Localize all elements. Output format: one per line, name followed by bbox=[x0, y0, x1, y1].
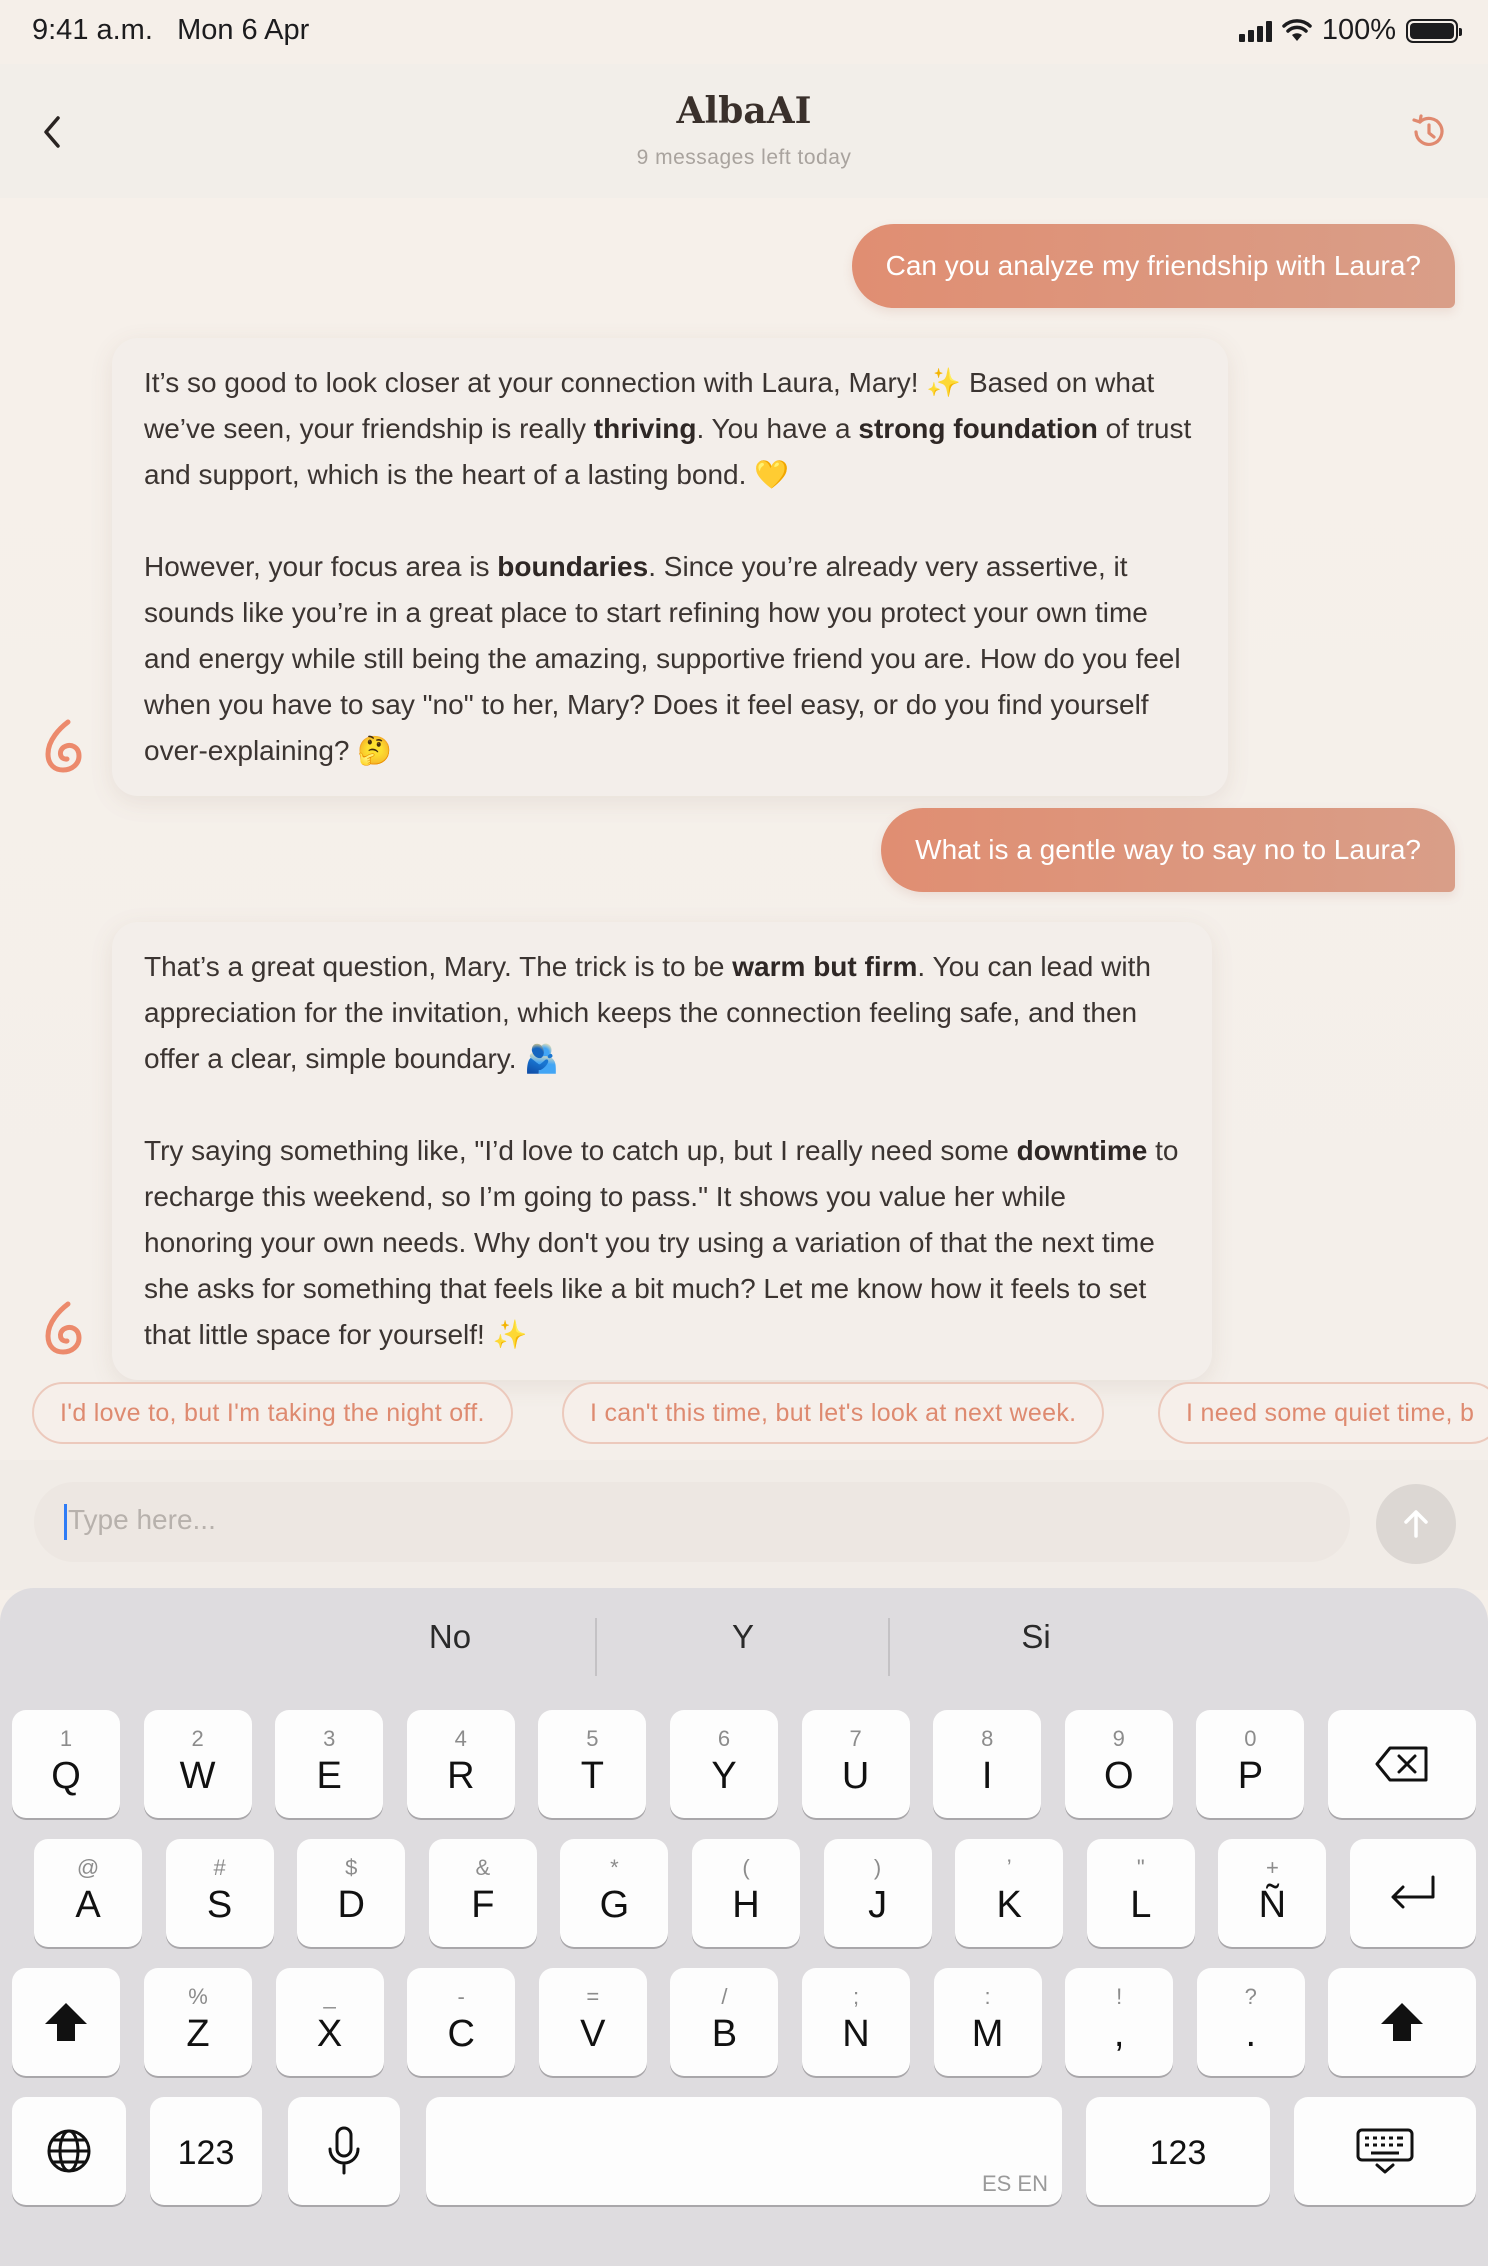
key-r3-2[interactable] bbox=[407, 1968, 515, 2076]
key-r2-2[interactable] bbox=[297, 1839, 405, 1947]
key-label: F bbox=[471, 1884, 495, 1926]
prediction[interactable]: Si bbox=[1021, 1618, 1051, 1655]
sparkles-emoji: ✨ bbox=[492, 1318, 528, 1351]
key-r2-1[interactable] bbox=[166, 1839, 274, 1947]
bold-text: warm but firm bbox=[732, 951, 918, 982]
text-run: to recharge this weekend, so I’m going to pass." It shows you value her while honoring your own needs. Why don't you try using a variation of that the next time she asks for something that feels like a bit much? Let me know how it feels to set that little space for yourself! bbox=[144, 1135, 1179, 1350]
keyboard-dismiss-icon bbox=[1355, 2127, 1415, 2175]
key-secondary-label: 1 bbox=[59, 1726, 73, 1751]
key-label: B bbox=[711, 2013, 738, 2055]
key-r3-3[interactable] bbox=[539, 1968, 647, 2076]
text-caret bbox=[64, 1504, 67, 1540]
messages-remaining: 9 messages left today bbox=[636, 146, 852, 169]
input-placeholder: Type here... bbox=[68, 1504, 216, 1535]
key-r3-7[interactable] bbox=[1065, 1968, 1173, 2076]
key-label: U bbox=[841, 1755, 870, 1797]
key-r1-2[interactable] bbox=[275, 1710, 383, 1818]
keyboard-dismiss-key[interactable] bbox=[1294, 2097, 1476, 2205]
assistant-message[interactable] bbox=[112, 338, 1228, 796]
chat-header bbox=[0, 64, 1488, 198]
key-label: Q bbox=[51, 1755, 81, 1797]
key-label: V bbox=[580, 2013, 606, 2055]
arrow-up-icon bbox=[1399, 1507, 1433, 1541]
key-label: I bbox=[981, 1755, 993, 1797]
key-secondary-label: ! bbox=[1116, 1984, 1123, 2009]
key-label: Z bbox=[186, 2013, 210, 2055]
status-time bbox=[32, 14, 309, 47]
bold-text: thriving bbox=[593, 413, 697, 444]
key-secondary-label: 0 bbox=[1244, 1726, 1257, 1751]
return-key[interactable] bbox=[1350, 1839, 1476, 1947]
key-label: R bbox=[447, 1755, 475, 1797]
key-label: M bbox=[971, 2013, 1004, 2055]
clock-date: Mon 6 Apr bbox=[177, 14, 310, 46]
assistant-paragraph bbox=[144, 544, 1198, 774]
assistant-paragraph bbox=[144, 360, 1198, 498]
user-message[interactable] bbox=[881, 808, 1455, 892]
key-label: . bbox=[1245, 2013, 1257, 2055]
key-label: C bbox=[447, 2013, 475, 2055]
assistant-paragraph bbox=[144, 1128, 1182, 1358]
key-secondary-label: @ bbox=[76, 1855, 100, 1880]
numbers-key-label: 123 bbox=[1149, 2134, 1207, 2172]
globe-icon bbox=[45, 2127, 93, 2175]
numbers-key[interactable] bbox=[1086, 2097, 1270, 2205]
text-run: It’s so good to look closer at your connection with Laura, Mary! bbox=[144, 367, 927, 398]
key-secondary-label: 6 bbox=[717, 1726, 731, 1751]
key-secondary-label: 2 bbox=[191, 1726, 204, 1751]
suggestion-chip[interactable]: I can't this time, but let's look at next week. bbox=[562, 1382, 1104, 1444]
key-r2-4[interactable] bbox=[560, 1839, 668, 1947]
key-label: G bbox=[599, 1884, 630, 1926]
prediction[interactable]: Y bbox=[731, 1618, 754, 1655]
hug-emoji: 🫂 bbox=[524, 1042, 560, 1075]
key-label: S bbox=[206, 1884, 233, 1926]
key-r2-8[interactable] bbox=[1087, 1839, 1195, 1947]
key-r1-9[interactable] bbox=[1196, 1710, 1304, 1818]
key-secondary-label: - bbox=[457, 1984, 465, 2009]
text-run: Try saying something like, "I’d love to catch up, but I really need some bbox=[144, 1135, 1017, 1166]
key-secondary-label: & bbox=[475, 1855, 491, 1880]
key-secondary-label: ; bbox=[852, 1984, 860, 2009]
thinking-face-emoji: 🤔 bbox=[357, 734, 393, 767]
shift-icon bbox=[42, 2000, 90, 2044]
key-r3-8[interactable] bbox=[1197, 1968, 1305, 2076]
key-secondary-label: : bbox=[984, 1984, 991, 2009]
prediction[interactable]: No bbox=[428, 1618, 472, 1655]
key-label: A bbox=[75, 1884, 101, 1926]
user-message-text: What is a gentle way to say no to Laura? bbox=[915, 834, 1421, 865]
key-label: X bbox=[316, 2013, 343, 2055]
key-label: J bbox=[868, 1884, 888, 1926]
bold-text: strong foundation bbox=[858, 413, 1098, 444]
key-r3-1[interactable] bbox=[276, 1968, 384, 2076]
key-r1-5[interactable] bbox=[670, 1710, 778, 1818]
return-icon bbox=[1387, 1873, 1439, 1913]
chat-thread[interactable] bbox=[0, 198, 1488, 1460]
key-r2-7[interactable] bbox=[955, 1839, 1063, 1947]
prediction-divider bbox=[888, 1618, 890, 1676]
key-secondary-label: 5 bbox=[586, 1726, 599, 1751]
delete-key[interactable] bbox=[1328, 1710, 1476, 1818]
key-label: P bbox=[1237, 1755, 1264, 1797]
key-secondary-label: ( bbox=[742, 1855, 750, 1880]
suggestion-chips bbox=[0, 1382, 1488, 1446]
message-input[interactable] bbox=[34, 1482, 1350, 1562]
bold-text: downtime bbox=[1016, 1135, 1148, 1166]
status-indicators bbox=[1239, 14, 1458, 47]
delete-icon bbox=[1374, 1744, 1430, 1784]
key-r3-5[interactable] bbox=[802, 1968, 910, 2076]
key-secondary-label: 7 bbox=[849, 1726, 862, 1751]
page-title: AlbaAI bbox=[676, 90, 812, 132]
status-bar bbox=[0, 0, 1488, 64]
key-secondary-label: / bbox=[721, 1984, 728, 2009]
numbers-key-label: 123 bbox=[177, 2134, 235, 2172]
yellow-heart-emoji: 💛 bbox=[754, 458, 790, 491]
key-secondary-label: + bbox=[1265, 1855, 1279, 1880]
key-r2-3[interactable] bbox=[429, 1839, 537, 1947]
key-label: K bbox=[996, 1884, 1022, 1926]
text-run: That’s a great question, Mary. The trick is to be bbox=[144, 951, 733, 982]
key-r2-0[interactable] bbox=[34, 1839, 142, 1947]
key-label: Ñ bbox=[1258, 1884, 1287, 1926]
text-run: of trust and support, which is the heart of a lasting bond. bbox=[144, 413, 1192, 490]
cellular-signal-icon bbox=[1239, 20, 1272, 42]
suggestion-chip[interactable]: I'd love to, but I'm taking the night off. bbox=[32, 1382, 513, 1444]
microphone-icon bbox=[326, 2125, 362, 2177]
wifi-icon bbox=[1282, 19, 1312, 43]
key-r1-6[interactable] bbox=[802, 1710, 910, 1818]
history-button[interactable] bbox=[1404, 108, 1452, 156]
key-label: Y bbox=[711, 1755, 737, 1797]
key-r2-9[interactable] bbox=[1218, 1839, 1326, 1947]
key-secondary-label: ) bbox=[873, 1855, 882, 1880]
shift-icon bbox=[1378, 2000, 1426, 2044]
key-secondary-label: $ bbox=[345, 1855, 358, 1880]
key-secondary-label: 3 bbox=[323, 1726, 336, 1751]
shift-key[interactable] bbox=[12, 1968, 120, 2076]
suggestion-chip[interactable]: I need some quiet time, b bbox=[1158, 1382, 1488, 1444]
language-hint: ES EN bbox=[981, 2171, 1048, 2196]
key-secondary-label: ’ bbox=[1006, 1855, 1012, 1880]
key-label: O bbox=[1104, 1755, 1134, 1797]
key-secondary-label: 8 bbox=[981, 1726, 994, 1751]
bold-text: boundaries bbox=[497, 551, 649, 582]
assistant-message[interactable] bbox=[112, 922, 1212, 1380]
key-label: H bbox=[732, 1884, 760, 1926]
key-r1-3[interactable] bbox=[407, 1710, 515, 1818]
key-r1-0[interactable] bbox=[12, 1710, 120, 1818]
key-label: E bbox=[316, 1755, 342, 1797]
send-button[interactable] bbox=[1376, 1484, 1456, 1564]
dictation-key[interactable] bbox=[288, 2097, 400, 2205]
battery-percent: 100% bbox=[1321, 14, 1396, 46]
numbers-key[interactable] bbox=[150, 2097, 262, 2205]
key-label: D bbox=[337, 1884, 365, 1926]
battery-icon bbox=[1406, 19, 1458, 43]
key-label: W bbox=[179, 1755, 216, 1797]
key-secondary-label: " bbox=[1136, 1855, 1145, 1880]
key-secondary-label: % bbox=[188, 1984, 208, 2009]
albaai-logo-icon bbox=[38, 1300, 88, 1356]
key-r1-8[interactable] bbox=[1065, 1710, 1173, 1818]
predictive-bar bbox=[0, 1588, 1488, 1706]
key-secondary-label: # bbox=[213, 1855, 226, 1880]
assistant-paragraph bbox=[144, 944, 1182, 1082]
key-secondary-label: * bbox=[610, 1855, 619, 1880]
user-message[interactable] bbox=[852, 224, 1455, 308]
key-r3-0[interactable] bbox=[144, 1968, 252, 2076]
clock-time: 9:41 a.m. bbox=[32, 14, 153, 46]
text-run: . You can lead with appreciation for the invitation, which keeps the connection feeling safe, and then offer a clear, simple boundary. bbox=[144, 951, 1151, 1074]
key-secondary-label: = bbox=[586, 1984, 600, 2009]
key-r3-4[interactable] bbox=[670, 1968, 778, 2076]
key-r2-6[interactable] bbox=[824, 1839, 932, 1947]
key-secondary-label: _ bbox=[323, 1984, 336, 2009]
text-run: . You have a bbox=[696, 413, 859, 444]
albaai-logo-icon bbox=[38, 718, 88, 774]
sparkles-emoji: ✨ bbox=[926, 366, 962, 399]
prediction-divider bbox=[595, 1618, 597, 1676]
key-secondary-label: 4 bbox=[454, 1726, 467, 1751]
key-r1-1[interactable] bbox=[144, 1710, 252, 1818]
text-run: Based on what we’ve seen, your friendship is really bbox=[144, 367, 1155, 444]
text-run: . Since you’re already very assertive, it sounds like you’re in a great place to start refining how you protect your own time and energy while still being the amazing, supportive friend you are. How do you feel when you have to say "no" to her, Mary? Does it feel easy, or do you find yourself over-explaining? bbox=[144, 551, 1181, 766]
key-label: T bbox=[580, 1755, 604, 1797]
key-r1-4[interactable] bbox=[538, 1710, 646, 1818]
key-label: N bbox=[842, 2013, 870, 2055]
composer-bar bbox=[0, 1460, 1488, 1590]
key-r3-6[interactable] bbox=[934, 1968, 1042, 2076]
key-r1-7[interactable] bbox=[933, 1710, 1041, 1818]
text-run: However, your focus area is bbox=[144, 551, 498, 582]
key-r2-5[interactable] bbox=[692, 1839, 800, 1947]
space-key[interactable] bbox=[426, 2097, 1062, 2205]
onscreen-keyboard bbox=[0, 1588, 1488, 2266]
key-secondary-label: 9 bbox=[1112, 1726, 1125, 1751]
key-label: , bbox=[1113, 2013, 1125, 2055]
key-label: L bbox=[1130, 1884, 1152, 1926]
shift-key[interactable] bbox=[1328, 1968, 1476, 2076]
user-message-text: Can you analyze my friendship with Laura? bbox=[885, 250, 1421, 281]
globe-key[interactable] bbox=[12, 2097, 126, 2205]
key-secondary-label: ? bbox=[1244, 1984, 1257, 2009]
history-icon bbox=[1408, 112, 1448, 152]
